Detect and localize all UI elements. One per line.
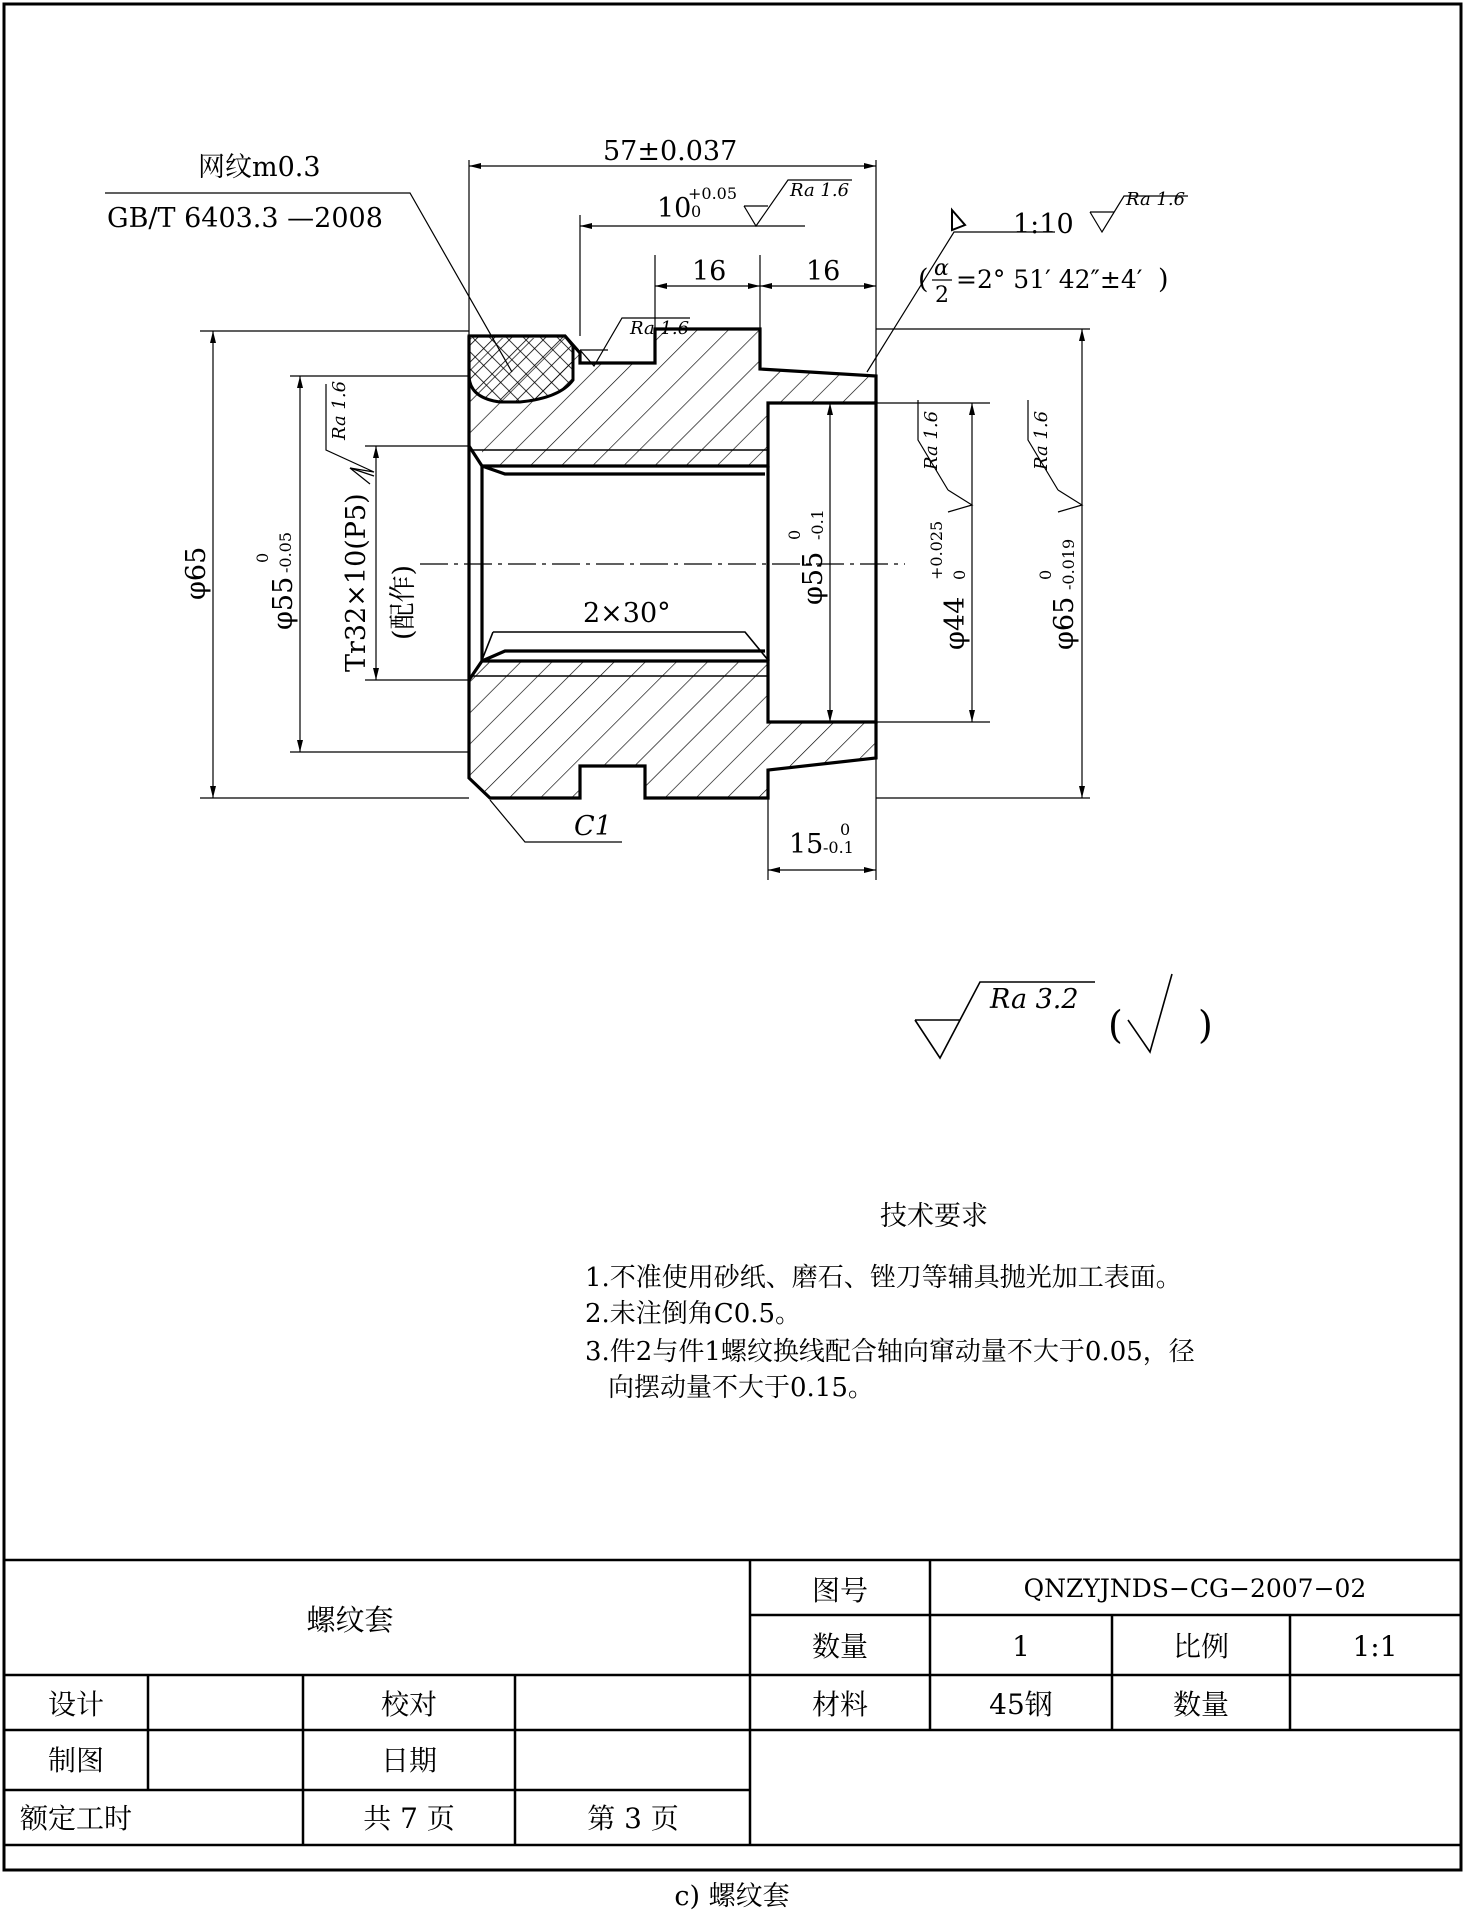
dim-groove-pos: 10 xyxy=(657,193,692,224)
date-label: 日期 xyxy=(380,1744,438,1777)
draw-label: 制图 xyxy=(47,1744,105,1777)
dim-phi55-left-tol-lower: -0.05 xyxy=(276,531,295,573)
general-note-open: ( xyxy=(1108,1003,1123,1047)
thread-note: (配作) xyxy=(388,564,419,640)
drawing-no-label: 图号 xyxy=(811,1574,869,1607)
scale-label: 比例 xyxy=(1172,1630,1230,1663)
tech-item-1: 1.不准使用砂纸、磨石、锉刀等辅具抛光加工表面。 xyxy=(585,1263,1182,1293)
scale-value: 1:1 xyxy=(1352,1630,1398,1663)
dim-phi44-tol-upper: +0.025 xyxy=(927,520,946,580)
dim-phi44-tol-lower: 0 xyxy=(950,569,969,580)
svg-text:Ra 1.6: Ra 1.6 xyxy=(1126,189,1186,210)
tech-requirements xyxy=(585,1201,1195,1403)
chamfer-c1: C1 xyxy=(574,811,612,842)
ra-symbol-phi65-right xyxy=(1028,400,1082,512)
taper-half-angle: =2° 51′ 42″±4′ xyxy=(956,265,1143,294)
dim-phi65-right-tol-upper: 0 xyxy=(1036,569,1055,580)
taper-callout xyxy=(867,209,1169,372)
tech-item-2: 2.未注倒角C0.5。 xyxy=(585,1299,802,1329)
dim-phi55-right-tol-upper: 0 xyxy=(785,529,804,540)
dim-15-tol-lower: -0.1 xyxy=(823,838,854,857)
page-no: 第 3 页 xyxy=(587,1802,679,1835)
chamfer-spec: 2×30° xyxy=(583,598,671,629)
ra-symbol-taper xyxy=(1090,189,1188,232)
dim-phi55-left-tol-upper: 0 xyxy=(253,552,272,563)
dim-overall-length: 57±0.037 xyxy=(603,136,738,167)
total-pages: 共 7 页 xyxy=(363,1802,455,1835)
part-name: 螺纹套 xyxy=(306,1603,394,1637)
knurl-patch xyxy=(469,336,573,402)
ra-symbol-groove xyxy=(744,180,852,226)
dim-16-right: 16 xyxy=(806,256,841,287)
check-label: 校对 xyxy=(380,1688,438,1721)
svg-text:Ra 1.6: Ra 1.6 xyxy=(630,318,690,339)
svg-text:): ) xyxy=(1158,264,1169,295)
part-section xyxy=(420,329,905,798)
dim-phi44: φ44 xyxy=(940,596,971,650)
tech-title: 技术要求 xyxy=(880,1201,988,1232)
hours-label: 额定工时 xyxy=(19,1802,133,1835)
dim-phi55-left: φ55 xyxy=(268,576,299,630)
svg-text:(: ( xyxy=(918,264,929,295)
svg-text:Ra 1.6: Ra 1.6 xyxy=(1031,410,1052,470)
dim-phi65: φ65 xyxy=(181,546,212,600)
title-block-text xyxy=(20,1574,1398,1835)
taper-two: 2 xyxy=(935,283,949,308)
knurl-label: 网纹m0.3 xyxy=(198,152,321,183)
material-label: 材料 xyxy=(811,1688,869,1721)
dim-15: 15 xyxy=(789,829,824,860)
dim-phi55-right: φ55 xyxy=(798,551,829,605)
ra-symbol-left-bore xyxy=(326,381,374,484)
dim-phi55-right-tol-lower: -0.1 xyxy=(808,509,827,540)
design-label: 设计 xyxy=(47,1688,105,1721)
svg-text:Ra 1.6: Ra 1.6 xyxy=(790,180,850,201)
dim-16-left: 16 xyxy=(692,256,727,287)
general-roughness xyxy=(915,974,1213,1058)
dim-15-tol-upper: 0 xyxy=(840,820,851,839)
knurl-callout xyxy=(105,152,512,372)
dim-phi65-right-tol-lower: -0.019 xyxy=(1059,538,1078,590)
svg-text:Ra 1.6: Ra 1.6 xyxy=(921,410,942,470)
svg-text:Ra 1.6: Ra 1.6 xyxy=(329,380,350,440)
dim-phi65-right: φ65 xyxy=(1049,596,1080,650)
knurl-standard: GB/T 6403.3 —2008 xyxy=(107,203,383,234)
general-note-close: ) xyxy=(1198,1003,1213,1047)
drawing-no: QNZYJNDS−CG−2007−02 xyxy=(1023,1574,1367,1603)
material-value: 45钢 xyxy=(989,1688,1053,1721)
general-ra-label: Ra 3.2 xyxy=(990,984,1079,1015)
quantity2-label: 数量 xyxy=(1172,1688,1230,1721)
thread-spec: Tr32×10(P5) xyxy=(341,493,372,672)
quantity-value: 1 xyxy=(1012,1630,1030,1663)
tech-item-4: 向摆动量不大于0.15。 xyxy=(608,1373,874,1403)
taper-ratio: 1:10 xyxy=(1013,209,1074,240)
chamfer-lines xyxy=(469,450,768,676)
quantity-label: 数量 xyxy=(811,1630,869,1663)
tech-item-3: 3.件2与件1螺纹换线配合轴向窜动量不大于0.05，径 xyxy=(585,1337,1195,1367)
dim-groove-tol-lower: 0 xyxy=(691,202,702,221)
dim-groove-tol-upper: +0.05 xyxy=(688,184,738,203)
taper-alpha: α xyxy=(934,256,949,281)
dimensions xyxy=(181,136,1090,880)
lower-wall-hatch xyxy=(469,661,876,798)
caption: c) 螺纹套 xyxy=(674,1881,790,1912)
ra-symbol-phi44 xyxy=(918,400,972,512)
